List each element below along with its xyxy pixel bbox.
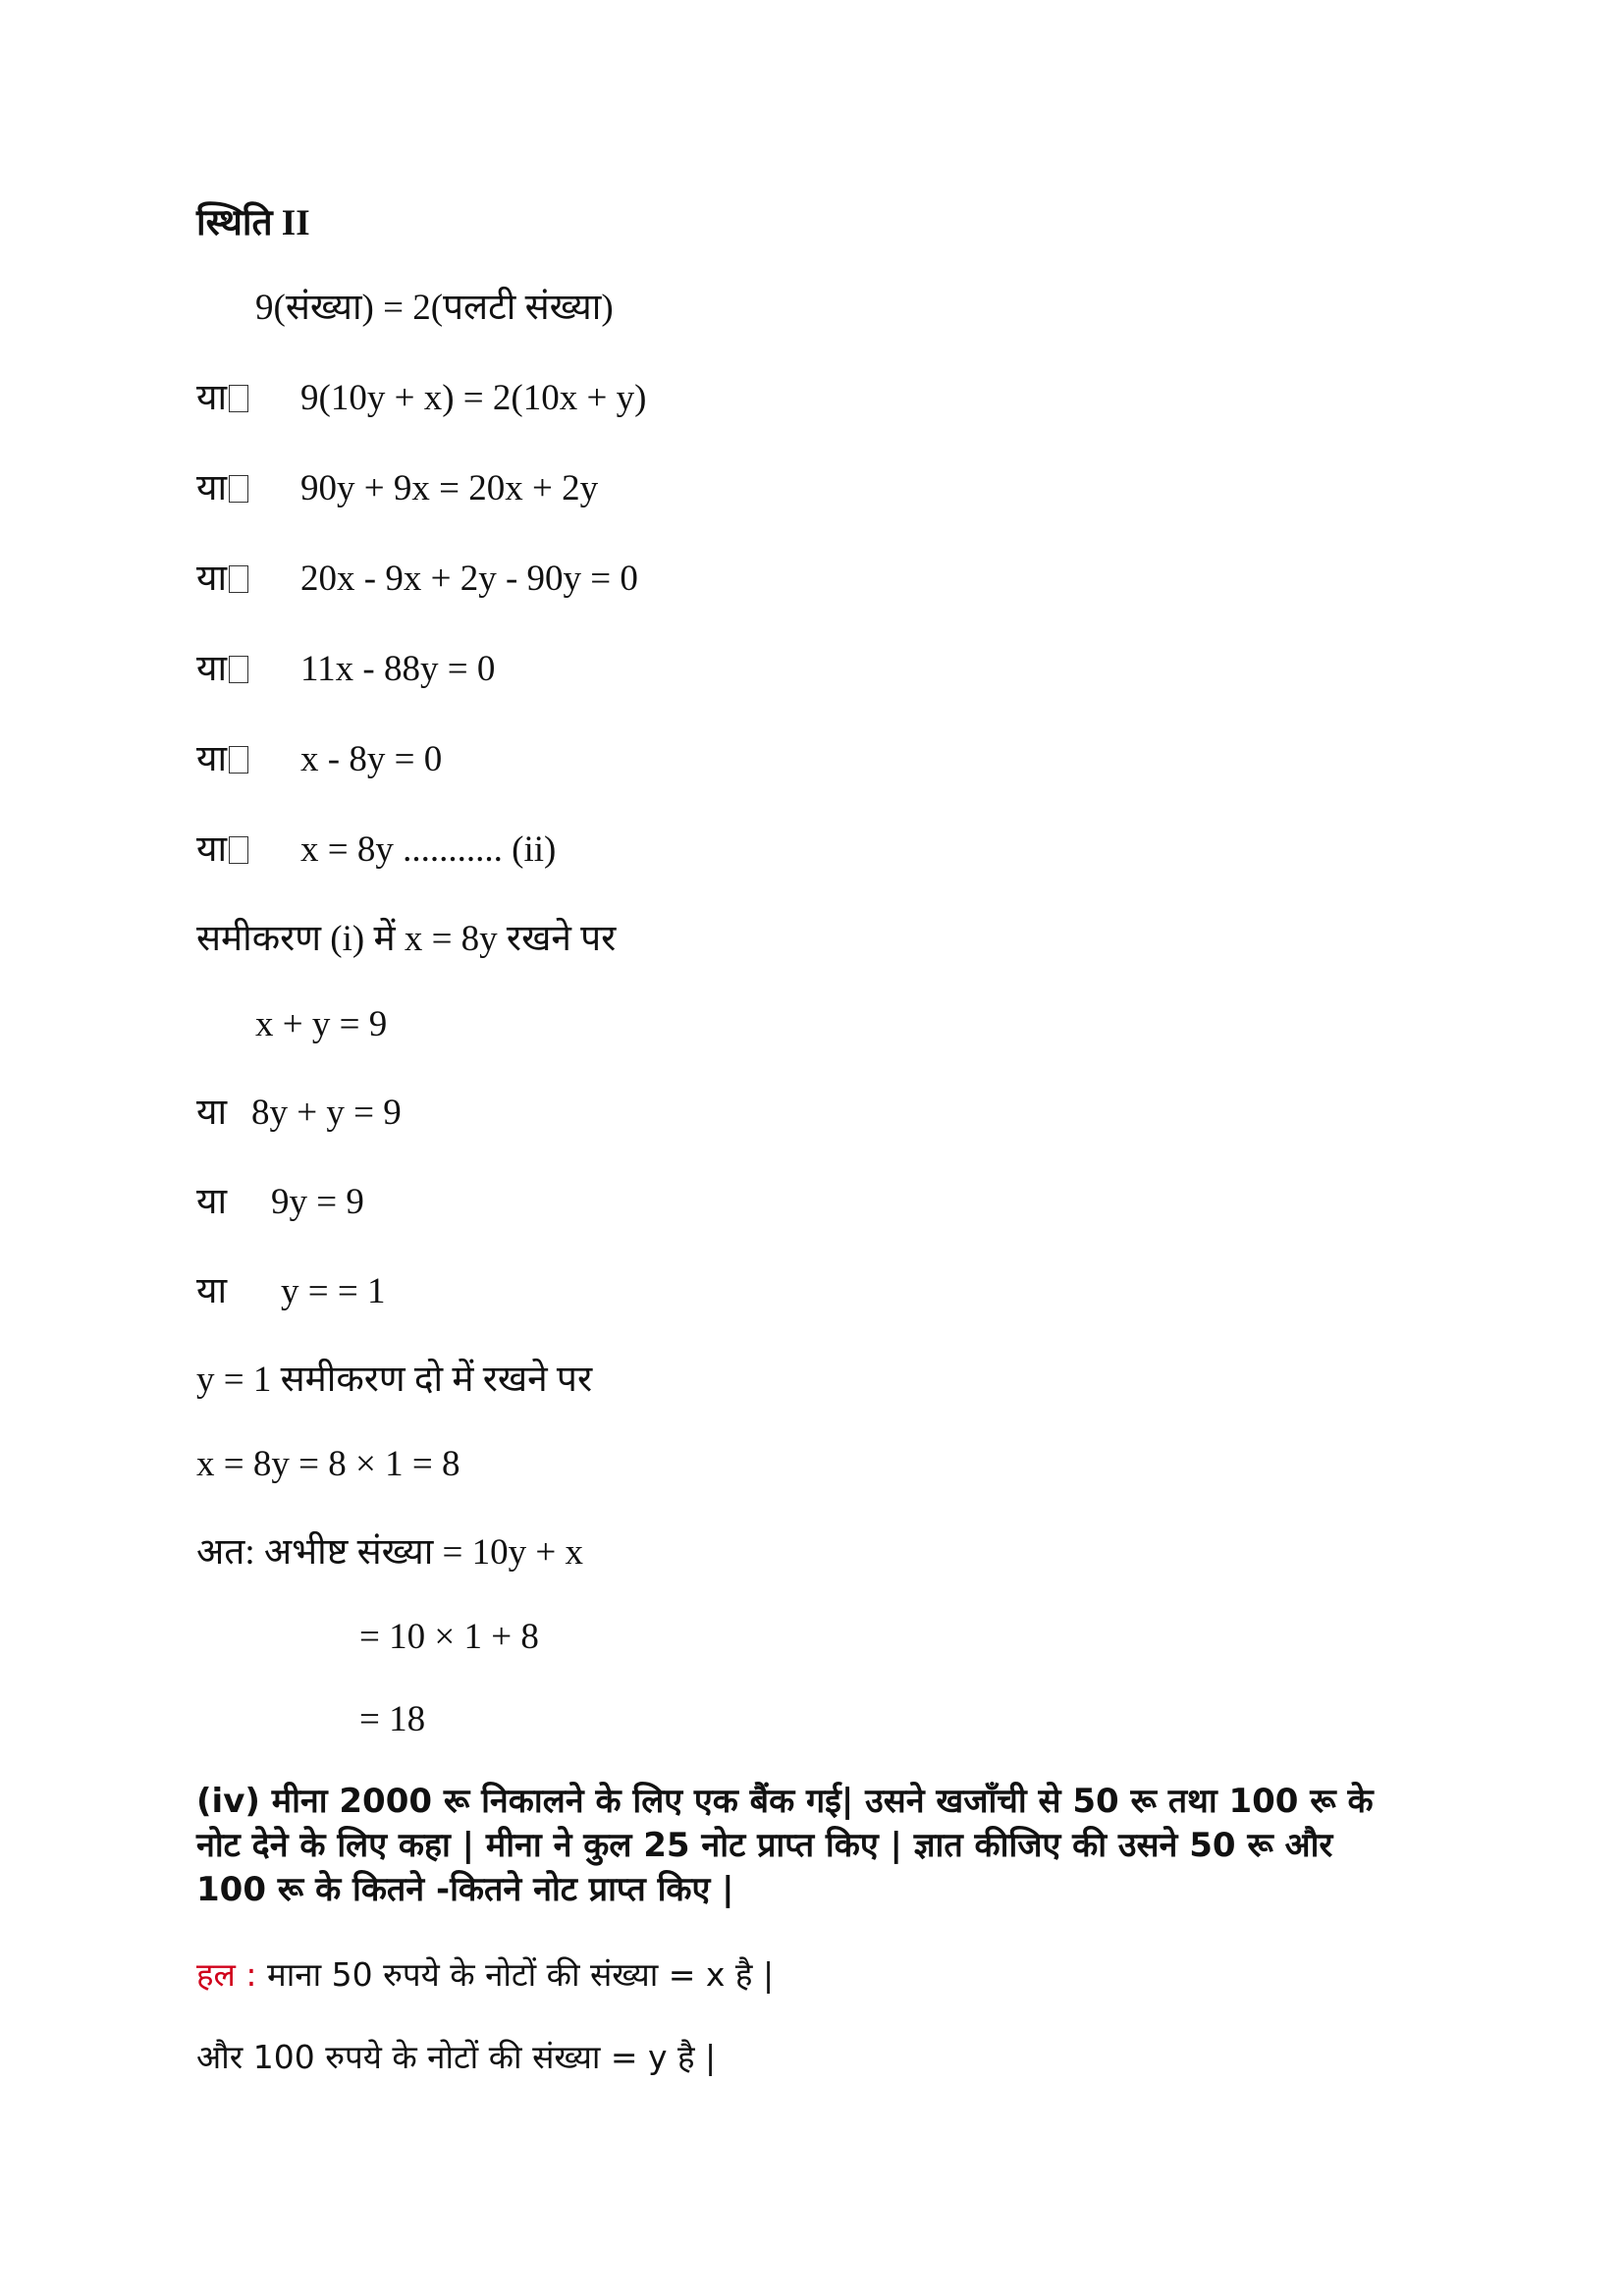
- ya-prefix: या: [196, 375, 300, 422]
- equation-line: या 90y + 9x = 20x + 2y: [196, 465, 598, 512]
- ya-prefix: या: [196, 465, 300, 512]
- question-line: (iv) मीना 2000 रू निकालने के लिए एक बैंक गई| उसने खजाँची से 50 रू तथा 100 रू के: [196, 1782, 1374, 1821]
- missing-glyph-icon: [229, 565, 248, 593]
- equation-line: या 8y + y = 9: [196, 1093, 402, 1133]
- solution-label: हल :: [196, 1955, 257, 1994]
- missing-glyph-icon: [229, 656, 248, 683]
- equation-line: 9(संख्या) = 2(पलटी संख्या): [255, 288, 614, 328]
- solution-line: और 100 रुपये के नोटों की संख्या = y है |: [196, 2038, 717, 2076]
- equation-line: समीकरण (i) में x = 8y रखने पर: [196, 919, 617, 959]
- equation-line: या y = = 1: [196, 1271, 386, 1311]
- equation-line: x = 8y = 8 × 1 = 8: [196, 1444, 460, 1484]
- ya-prefix: या: [196, 646, 300, 693]
- missing-glyph-icon: [229, 836, 248, 864]
- question-line: नोट देने के लिए कहा | मीना ने कुल 25 नोट प्राप्त किए | ज्ञात कीजिए की उसने 50 रू और: [196, 1826, 1333, 1865]
- section-heading: स्थिति II: [196, 203, 310, 243]
- question-text: [196, 1780, 1434, 1912]
- missing-glyph-icon: [229, 385, 248, 412]
- solution-line: हल : माना 50 रुपये के नोटों की संख्या = x है |: [196, 1955, 775, 1994]
- missing-glyph-icon: [229, 746, 248, 774]
- question-line: 100 रू के कितने -कितने नोट प्राप्त किए |: [196, 1870, 734, 1909]
- equation-line: x + y = 9: [255, 1004, 388, 1044]
- equation-line: या 20x - 9x + 2y - 90y = 0: [196, 556, 638, 603]
- equation-line: या 11x - 88y = 0: [196, 646, 495, 693]
- equation-line: y = 1 समीकरण दो में रखने पर: [196, 1360, 593, 1400]
- equation-line: = 10 × 1 + 8: [359, 1617, 539, 1657]
- equation-line: = 18: [359, 1699, 426, 1739]
- equation-line: या x - 8y = 0: [196, 736, 442, 783]
- equation-line: या 9(10y + x) = 2(10x + y): [196, 375, 646, 422]
- equation-line: अत: अभीष्ट संख्या = 10y + x: [196, 1532, 584, 1573]
- equation-line: या x = 8y ........... (ii): [196, 827, 556, 874]
- ya-prefix: या: [196, 827, 300, 874]
- equation-line: या 9y = 9: [196, 1182, 364, 1222]
- missing-glyph-icon: [229, 475, 248, 503]
- ya-prefix: या: [196, 736, 300, 783]
- ya-prefix: या: [196, 556, 300, 603]
